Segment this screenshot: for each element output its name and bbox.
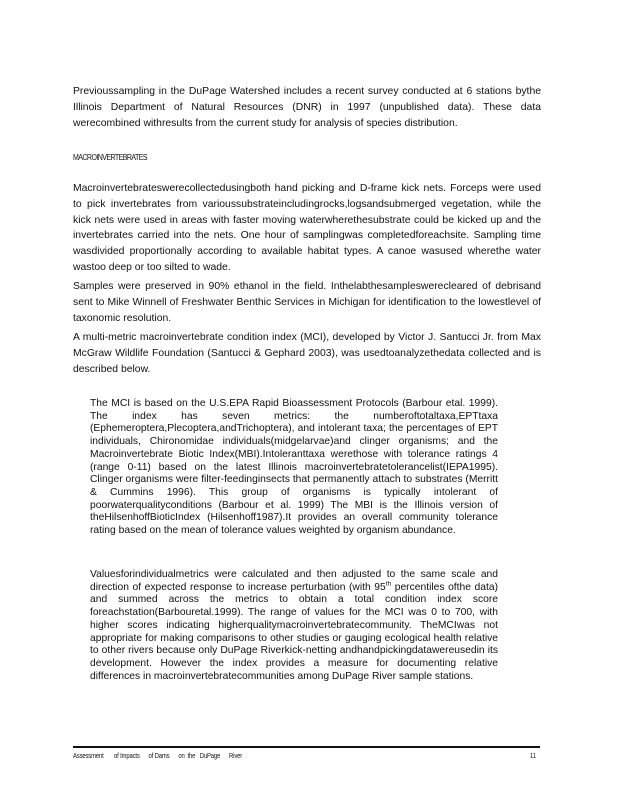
quote-text-part1: Valuesforindividualmetrics were calculated and then adjusted to the same scale and direction of expected response to increase perturbation (with 95 [90,569,498,593]
mci-intro-paragraph: A multi-metric macroinvertebrate condition index (MCI), developed by Victor J. Santucci Jr. from Max McGraw Wildlife Foundation (Santucci & Gephard 2003), was usedtoanalyzethedata collected and is described below. [73,332,541,375]
superscript-th: th [385,580,392,588]
previous-sampling-paragraph: Previoussampling in the DuPage Watershed includes a recent survey conducted at 6 stations bythe Illinois Department of Natural Resources (DNR) in 1997 (unpublished data). These data werecombined withresults from the current study for analysis of species distribution. [73,86,541,129]
page-number: 11 [530,751,537,760]
section-heading: MACROINVERTEBRATES [73,152,147,162]
mci-values-quote [90,569,498,683]
footer-divider [73,746,540,748]
preservation-paragraph: Samples were preserved in 90% ethanol in the field. Inthelabthesampleswerecleared of debrisand sent to Mike Winnell of Freshwater Benthic Services in Michigan for identification to the lowestlevel of taxonomic resolution. [73,281,541,324]
quote-text-part2: percentiles ofthe data) and summed across the metrics to obtain a total condition index score foreachstation(Barbouretal.1999). The range of values for the MCI was 0 to 700, with higher scores indicating higherqualitymacroinvertebratecommunity. TheMCIwas not appropriate for making comparisons to other studies or gauging ecological health relative to other rivers because only DuPage Riverkick-netting andhandpickingdatawereusedin its development. However the index provides a measure for documenting relative differences in macroinvertebratecommunities among DuPage River sample stations. [90,581,499,682]
footer-title: Assessment of Impacts of Dams on the DuPage River [73,751,243,760]
mci-description-quote: The MCI is based on the U.S.EPA Rapid Bioassessment Protocols (Barbour etal. 1999). The index has seven metrics: the numberoftotaltaxa,EPTtaxa (Ephemeroptera,Plecoptera,andTrichoptera), and intolerant taxa; the percentages of EPT individuals, Chironomidae individuals(midgelarvae)and clinger organisms; and the Macroinvertebrate Biotic Index(MBI).Intoleranttaxa werethose with tolerance ratings 4 (range 0-11) based on the latest Illinois macroinvertebratetolerancelist(IEPA1995). Clinger organisms were filter-feedinginsects that permanently attach to substrates (Merritt & Cummins 1996). This group of organisms is typically intolerant of poorwaterqualityconditions (Barbour et al. 1999) The MBI is the Illinois version of theHilsenhoffBioticIndex (Hilsenhoff1987).It provides an overall community tolerance rating based on the mean of tolerance values weighted by organism abundance. [90,398,498,537]
collection-paragraph: Macroinvertebrateswerecollectedusingboth hand picking and D-frame kick nets. Forceps were used to pick invertebrates from varioussubstrateincludingrocks,logsandsubmerged vegetation, while the kick nets were used in areas with faster moving waterwherethesubstrate could be kicked up and the invertebrates carried into the nets. One hour of samplingwas completedforeachsite. Sampling time wasdivided proportionally according to available habitat types. A canoe wasused wherethe water wastoo deep or too silted to wade. [73,183,541,273]
